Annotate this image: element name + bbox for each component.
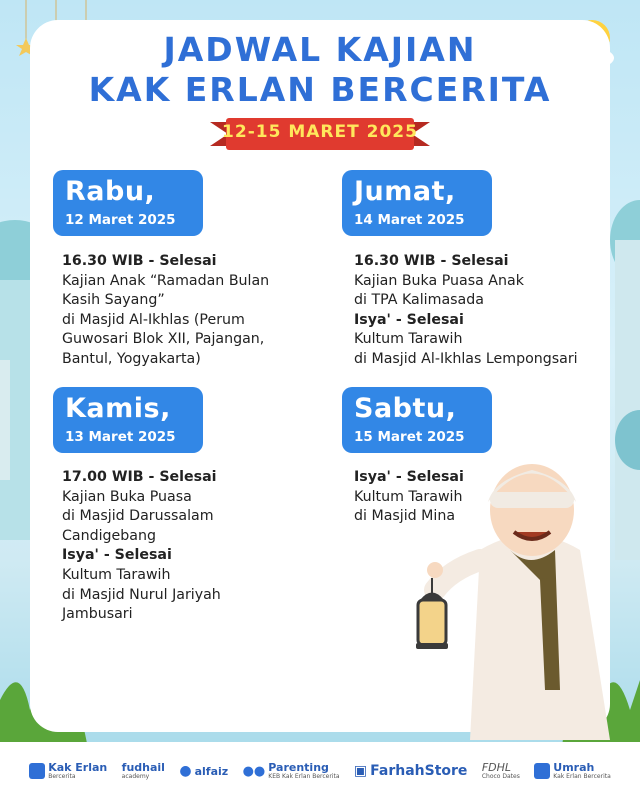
logo-umrah <box>534 762 611 780</box>
schedule-line: di Masjid Al-Ikhlas (Perum <box>62 311 245 328</box>
day-date: 15 Maret 2025 <box>354 429 465 445</box>
day-date: 12 Maret 2025 <box>65 212 176 228</box>
logo-main: Kak Erlan <box>48 761 108 774</box>
day-date: 14 Maret 2025 <box>354 212 465 228</box>
schedule-line: Kultum Tarawih <box>354 331 463 348</box>
schedule-line: Kultum Tarawih <box>354 488 463 505</box>
book-icon <box>29 763 45 779</box>
day-name: Rabu, <box>65 176 156 207</box>
logo-sub: KEB Kak Erlan Bercerita <box>268 773 340 780</box>
schedule-line: 16.30 WIB - Selesai <box>62 253 217 269</box>
day-name: Sabtu, <box>354 393 457 424</box>
schedule-line: di Masjid Nurul Jariyah <box>62 586 221 603</box>
logo-parenting-keb <box>243 762 340 780</box>
logo-main: FarhahStore <box>370 762 468 779</box>
schedule-rabu <box>62 252 269 370</box>
schedule-line: 17.00 WIB - Selesai <box>62 469 217 485</box>
logo-main: FDHL <box>481 761 512 774</box>
logo-main: Umrah <box>553 761 595 774</box>
schedule-line: Kasih Sayang” <box>62 292 165 309</box>
boy-with-lantern-illustration <box>410 440 640 740</box>
schedule-jumat <box>354 252 578 370</box>
logo-sub: Choco Dates <box>481 773 520 780</box>
schedule-line: Jambusari <box>62 606 133 623</box>
logo-main: Parenting <box>268 761 329 774</box>
logo-sub: Bercerita <box>48 773 76 780</box>
schedule-line: di Masjid Darussalam <box>62 508 214 525</box>
schedule-line: di Masjid Al-Ikhlas Lempongsari <box>354 350 578 367</box>
page-title-line1: JADWAL KAJIAN <box>163 30 477 69</box>
page-title-line2: KAK ERLAN BERCERITA <box>88 70 552 109</box>
logo-sub: Kak Erlan Bercerita <box>553 773 611 780</box>
logo-sub: academy <box>121 773 150 780</box>
date-ribbon-text: 12-15 MARET 2025 <box>222 122 418 142</box>
logo-main: alfaiz <box>194 764 229 778</box>
people-icon: ●● <box>242 763 266 779</box>
day-badge-jumat <box>342 170 492 236</box>
schedule-line: di Masjid Mina <box>354 508 456 525</box>
schedule-line: Kultum Tarawih <box>62 566 171 583</box>
book-icon <box>534 763 550 779</box>
day-badge-kamis <box>53 387 203 453</box>
schedule-line: Kajian Anak “Ramadan Bulan <box>62 272 270 289</box>
logo-farhahstore <box>354 763 468 779</box>
schedule-line: Guwosari Blok XII, Pajangan, <box>62 331 265 348</box>
schedule-line: 16.30 WIB - Selesai <box>354 253 509 269</box>
schedule-line: Isya' - Selesai <box>354 311 464 328</box>
logo-alfaiz <box>179 763 228 779</box>
schedule-line: di TPA Kalimasada <box>354 292 484 309</box>
day-date: 13 Maret 2025 <box>65 429 176 445</box>
schedule-line: Isya' - Selesai <box>62 547 172 564</box>
schedule-line: Kajian Buka Puasa Anak <box>354 272 524 289</box>
schedule-kamis <box>62 468 221 625</box>
shop-icon: ▣ <box>353 763 368 779</box>
day-name: Kamis, <box>65 393 171 424</box>
logo-kak-erlan <box>29 762 107 780</box>
logo-fudhail <box>122 762 165 780</box>
sponsor-footer <box>0 742 640 800</box>
schedule-line: Candigebang <box>62 527 156 544</box>
day-name: Jumat, <box>354 176 456 207</box>
logo-fdhl <box>482 762 520 780</box>
schedule-line: Bantul, Yogyakarta) <box>62 350 201 367</box>
day-badge-rabu <box>53 170 203 236</box>
schedule-line: Kajian Buka Puasa <box>62 488 192 505</box>
logo-main: fudhail <box>121 761 165 774</box>
schedule-line: Isya' - Selesai <box>354 469 464 485</box>
drop-icon: ● <box>179 763 192 779</box>
